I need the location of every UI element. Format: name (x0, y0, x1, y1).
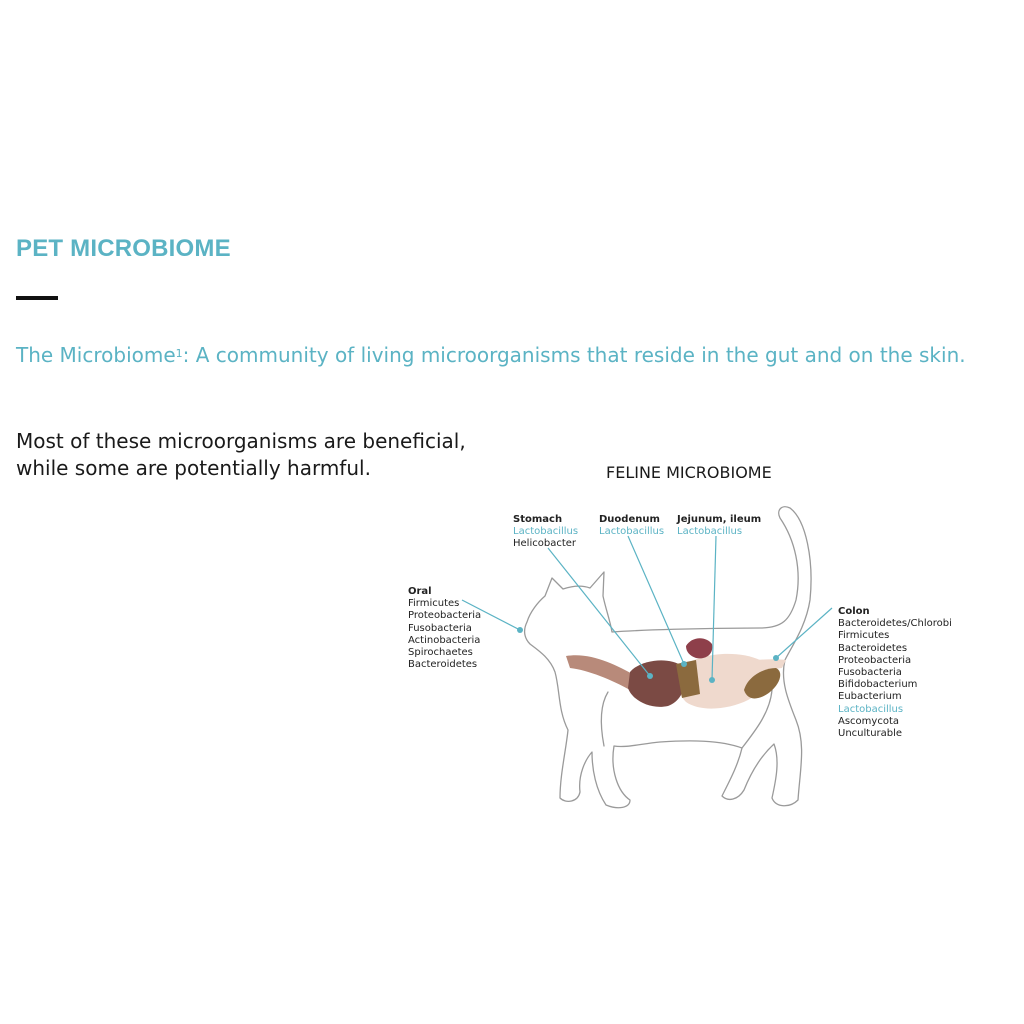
region-colon-list (838, 618, 952, 740)
bacteria-item: Lactobacillus (677, 526, 743, 538)
region-stomach-list (513, 526, 578, 550)
bacteria-item: Eubacterium (838, 691, 902, 703)
region-duodenum (599, 514, 664, 538)
bacteria-item: Lactobacillus (513, 526, 579, 538)
bacteria-item: Proteobacteria (408, 610, 482, 622)
region-colon (838, 606, 952, 740)
oral-dot (517, 627, 523, 633)
bacteria-item: Firmicutes (408, 598, 460, 610)
bacteria-item: Bacteroidetes (838, 642, 908, 654)
footnote-marker: 1 (175, 347, 183, 360)
bacteria-item: Bacteroidetes (408, 659, 478, 671)
region-jejunum-list (677, 526, 761, 538)
region-oral-list (408, 598, 481, 671)
duodenum-dot (681, 661, 687, 667)
definition-term: The Microbiome (16, 343, 176, 367)
bacteria-item: Bifidobacterium (838, 679, 918, 691)
duodenum-pointer (628, 536, 684, 664)
bacteria-item: Ascomycota (838, 715, 899, 727)
esophagus-shape (566, 655, 636, 690)
region-jejunum (677, 514, 761, 538)
intro-line-1: Most of these microorganisms are beneficial, (16, 429, 466, 453)
region-stomach (513, 514, 578, 551)
intro-line-2: while some are potentially harmful. (16, 456, 371, 480)
region-stomach-name: Stomach (513, 514, 563, 525)
definition-text: : A community of living microorganisms that reside in the gut and on the skin. (182, 343, 966, 367)
bacteria-item: Fusobacteria (838, 667, 902, 679)
colon-pointer (776, 608, 832, 658)
liver-shape (628, 660, 685, 707)
stomach-dot (647, 673, 653, 679)
region-jejunum-name: Jejunum, ileum (677, 514, 762, 525)
bacteria-item: Firmicutes (838, 630, 890, 642)
cat-leg-detail (601, 692, 608, 746)
bacteria-item: Actinobacteria (408, 634, 481, 646)
bacteria-item: Fusobacteria (408, 622, 472, 634)
colon-dot (773, 655, 779, 661)
region-duodenum-name: Duodenum (599, 514, 660, 525)
diagram-title: FELINE MICROBIOME (606, 463, 772, 482)
region-duodenum-list (599, 526, 664, 538)
digestive-organs (566, 638, 786, 708)
bacteria-item: Lactobacillus (599, 526, 665, 538)
region-oral-name: Oral (408, 586, 432, 597)
bacteria-item: Bacteroidetes/Chlorobi (838, 618, 952, 630)
bacteria-item: Proteobacteria (838, 654, 912, 666)
stomach-pointer (548, 548, 650, 676)
region-oral (408, 586, 481, 671)
bacteria-item: Lactobacillus (838, 703, 904, 715)
spleen-shape (686, 638, 712, 658)
region-colon-name: Colon (838, 606, 870, 617)
bacteria-item: Unculturable (838, 728, 903, 740)
page-title: PET MICROBIOME (16, 235, 231, 262)
jejunum-dot (709, 677, 715, 683)
bacteria-item: Helicobacter (513, 538, 577, 550)
bacteria-item: Spirochaetes (408, 647, 473, 659)
